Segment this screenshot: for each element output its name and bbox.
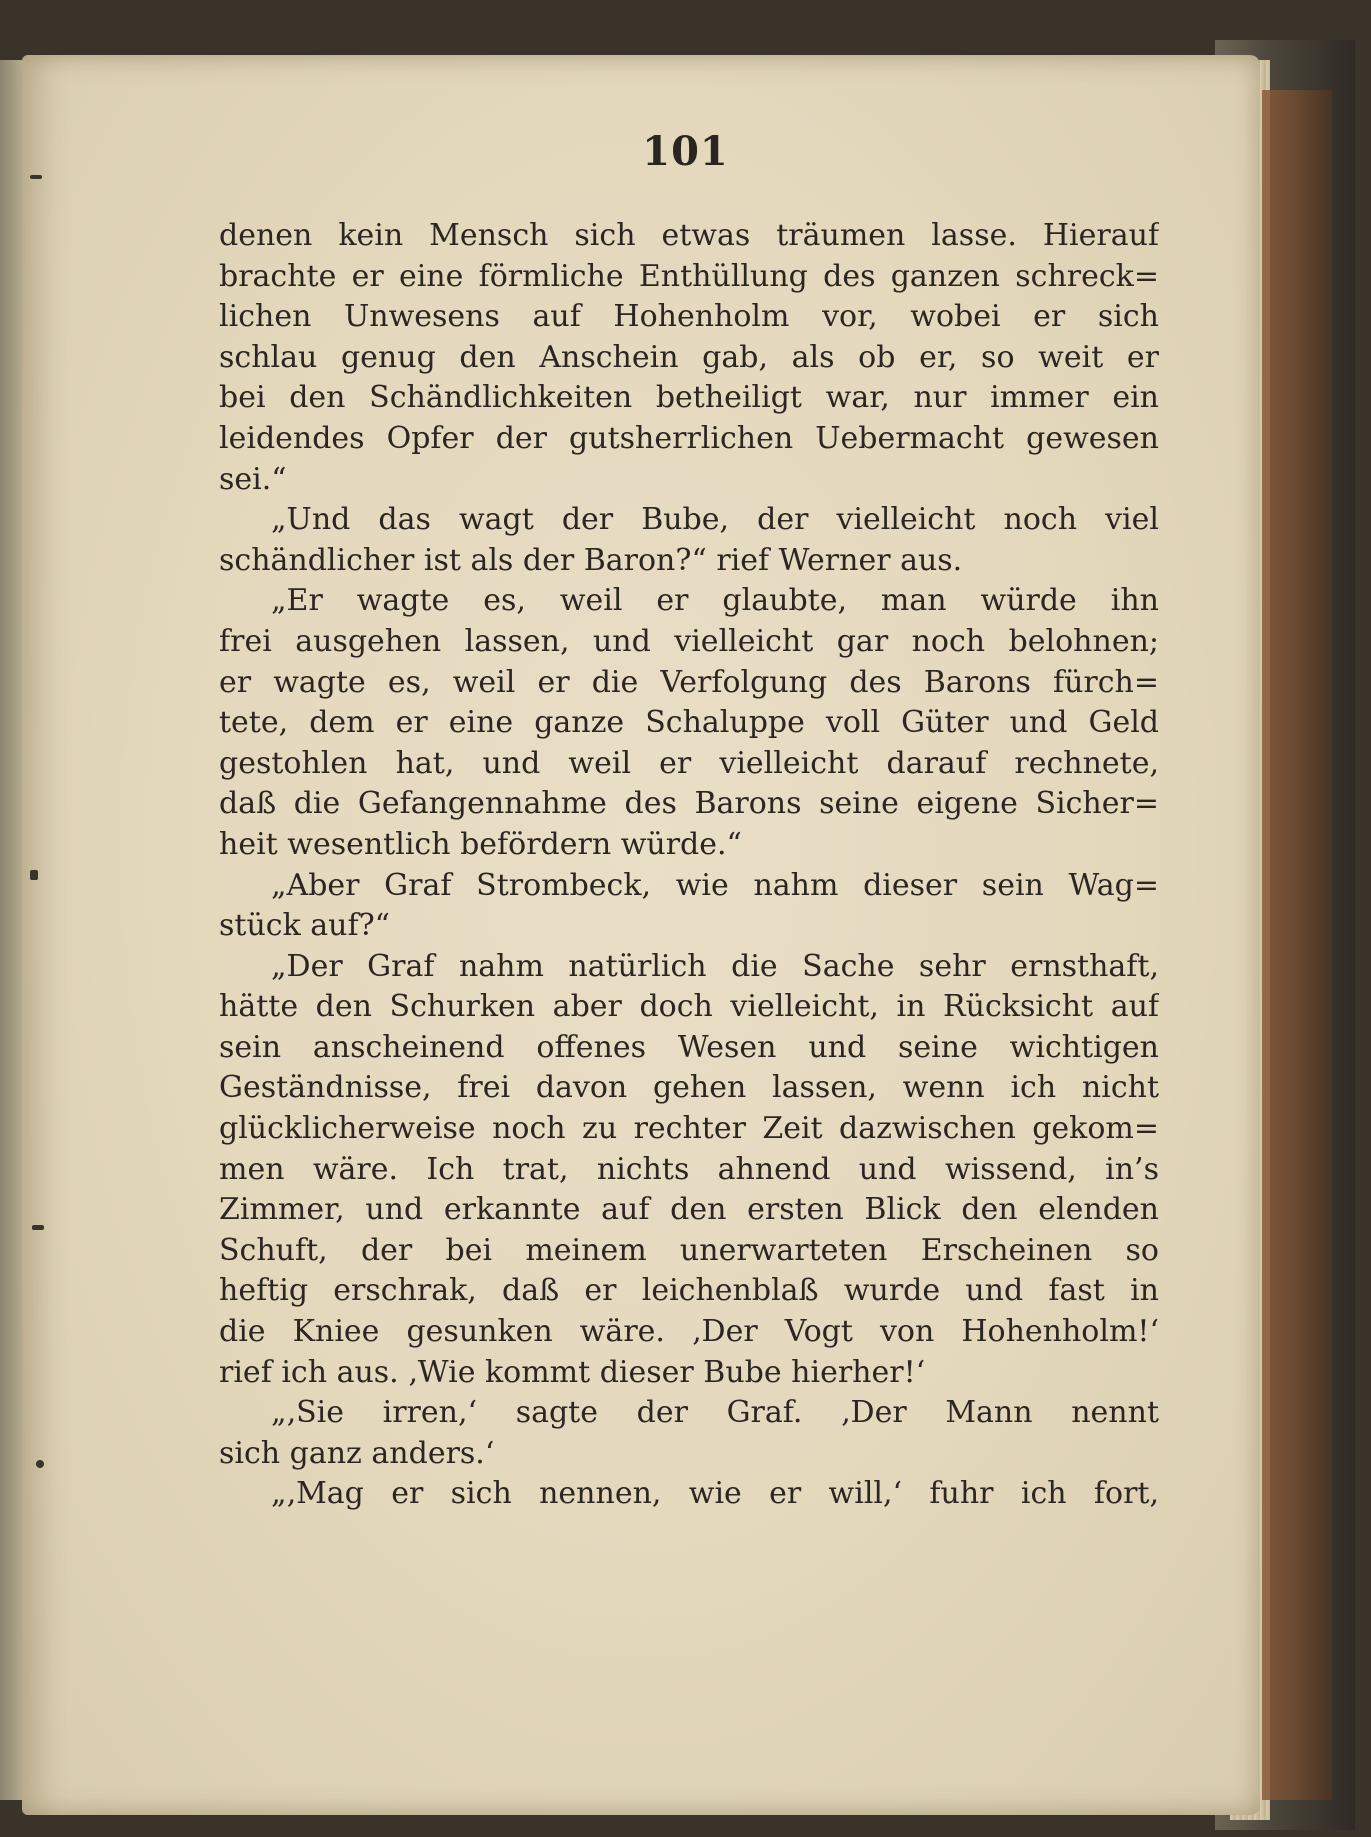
text-line: Geständnisse, frei davon gehen lassen, wenn ich nicht [219, 1070, 1159, 1106]
text-line: „‚Sie irren,‘ sagte der Graf. ‚Der Mann nennt [271, 1395, 1159, 1431]
text-line: men wäre. Ich trat, nichts ahnend und wissend, in’s [219, 1151, 1159, 1187]
text-line: schlau genug den Anschein gab, als ob er, so weit er [219, 339, 1159, 375]
text-line: heftig erschrak, daß er leichenblaß wurde und fast in [219, 1273, 1159, 1309]
text-line: leidendes Opfer der gutsherrlichen Uebermacht gewesen [219, 420, 1159, 456]
page-number: 101 [642, 128, 729, 175]
text-line: sich ganz anders.‘ [219, 1435, 495, 1471]
text-line: schändlicher ist als der Baron?“ rief Werner aus. [219, 542, 963, 578]
page-text [219, 216, 1159, 1515]
text-line: denen kein Mensch sich etwas träumen lasse. Hierauf [219, 218, 1159, 253]
leather-spine [1262, 90, 1332, 1800]
text-line: hätte den Schurken aber doch vielleicht, in Rücksicht auf [219, 989, 1159, 1025]
text-line: sei.“ [219, 461, 287, 497]
text-line: glücklicherweise noch zu rechter Zeit dazwischen gekom= [219, 1111, 1159, 1147]
text-line: „Aber Graf Strombeck, wie nahm dieser sein Wag= [271, 867, 1159, 903]
margin-mark [32, 1225, 44, 1230]
text-line: Zimmer, und erkannte auf den ersten Blick den elenden [219, 1192, 1159, 1228]
text-line: „‚Mag er sich nennen, wie er will,‘ fuhr ich fort, [271, 1476, 1159, 1512]
text-line: daß die Gefangennahme des Barons seine eigene Sicher= [219, 786, 1159, 822]
margin-mark [36, 1460, 44, 1468]
text-line: „Und das wagt der Bube, der vielleicht noch viel [271, 502, 1159, 538]
margin-mark [30, 870, 38, 880]
text-line: heit wesentlich befördern würde.“ [219, 826, 742, 862]
text-line: tete, dem er eine ganze Schaluppe voll Güter und Geld [219, 705, 1159, 741]
margin-mark [30, 175, 42, 179]
text-line: brachte er eine förmliche Enthüllung des ganzen schreck= [219, 258, 1159, 294]
text-line: „Er wagte es, weil er glaubte, man würde ihn [271, 583, 1159, 619]
text-line: bei den Schändlichkeiten betheiligt war, nur immer ein [219, 380, 1159, 416]
text-line: rief ich aus. ‚Wie kommt dieser Bube hierher!‘ [219, 1354, 926, 1390]
text-line: frei ausgehen lassen, und vielleicht gar noch belohnen; [219, 623, 1159, 659]
text-line: die Kniee gesunken wäre. ‚Der Vogt von Hohenholm!‘ [219, 1314, 1159, 1350]
text-line: er wagte es, weil er die Verfolgung des Barons fürch= [219, 664, 1159, 700]
text-line: „Der Graf nahm natürlich die Sache sehr ernsthaft, [271, 948, 1159, 984]
text-line: lichen Unwesens auf Hohenholm vor, wobei er sich [219, 299, 1159, 335]
text-line: Schuft, der bei meinem unerwarteten Erscheinen so [219, 1232, 1159, 1268]
text-line: gestohlen hat, und weil er vielleicht darauf rechnete, [219, 745, 1159, 781]
text-line: sein anscheinend offenes Wesen und seine wichtigen [219, 1029, 1159, 1065]
text-line: stück auf?“ [219, 908, 391, 944]
